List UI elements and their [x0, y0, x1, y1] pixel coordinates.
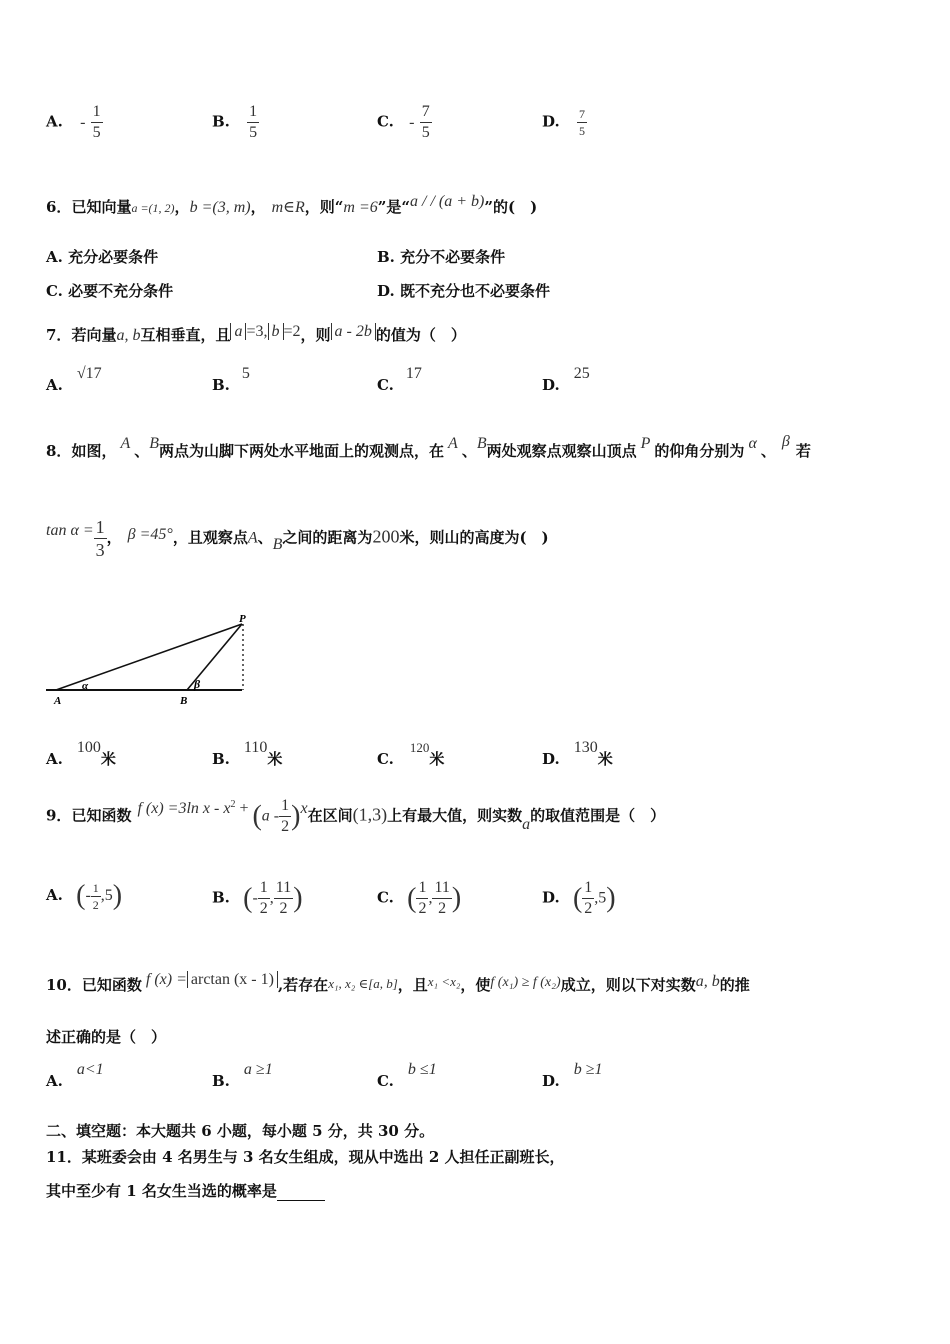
angle-beta-label: β [194, 677, 201, 691]
denominator: 3 [95, 540, 105, 560]
option-text: 必要不充分条件 [68, 282, 174, 300]
math: 2 [230, 798, 236, 810]
math: a - 2b [331, 323, 376, 340]
option-label: D. [542, 376, 560, 394]
point-a-label: A [54, 695, 62, 707]
math: B [272, 535, 283, 553]
text: 在区间 [307, 806, 353, 825]
option-value: a<1 [76, 1061, 104, 1078]
math: A [448, 435, 458, 452]
option-value: b ≤1 [407, 1061, 437, 1078]
q9-stem [46, 798, 665, 835]
denominator: 2 [418, 900, 427, 917]
text: 若向量 [71, 326, 117, 344]
q5-option-b [212, 104, 259, 141]
text: 米，则山的高度为( ) [399, 528, 549, 547]
q6-stem [46, 193, 538, 217]
fraction [416, 880, 428, 917]
numerator: 1 [416, 880, 428, 899]
text: ， [106, 528, 122, 547]
text: 的值为（ ） [375, 326, 466, 344]
text: 成立，则以下对实数 [560, 976, 696, 994]
q5-option-a [46, 104, 103, 141]
q10-option-a [46, 1061, 104, 1091]
option-label: B. [212, 376, 230, 394]
math: f (x) = [145, 971, 187, 988]
text: 的仰角分别为 [654, 442, 745, 460]
math: a, b [695, 973, 720, 990]
text: ，使 [460, 976, 491, 994]
math: A [120, 435, 131, 452]
option-label: D. [542, 1072, 560, 1090]
math: P [640, 435, 651, 452]
q6-option-b [377, 246, 505, 267]
option-label: C. [377, 1072, 394, 1090]
math: f (x) =3ln x - x [137, 799, 231, 817]
paren-open: ( [243, 882, 253, 914]
option-unit: 米 [597, 750, 613, 768]
option-value: 110 [243, 739, 268, 756]
math: 200 [372, 526, 400, 547]
math: b [268, 323, 284, 340]
denominator: 2 [281, 818, 290, 835]
text: 已知向量 [71, 198, 132, 216]
q8-option-a [46, 739, 116, 769]
text: 的推 [719, 976, 750, 994]
text: 两点为山脚下两处水平地面上的观测点，在 [159, 442, 445, 460]
option-value: a ≥1 [243, 1061, 273, 1078]
math: , [269, 889, 274, 907]
q11-line2 [46, 1180, 325, 1201]
option-value: 5 [241, 365, 250, 382]
math: ,5 [100, 887, 113, 904]
question-number: 10． [46, 976, 82, 994]
text: 互相垂直，且 [140, 326, 231, 344]
text: ，则“ [304, 198, 344, 216]
q10-option-c [377, 1061, 437, 1091]
denominator: 5 [92, 124, 101, 141]
text: ,若存在 [277, 976, 329, 994]
text: 若 [795, 442, 811, 460]
option-label: A. [46, 750, 63, 768]
point-b-label: B [180, 695, 188, 707]
math: tan α = [46, 521, 94, 539]
math: a =(1, 2) [131, 201, 175, 215]
text: 已知函数 [71, 806, 132, 825]
denominator: 2 [279, 900, 288, 917]
q8-stem-line2 [46, 518, 549, 559]
option-label: A. [46, 248, 63, 266]
sign: - [85, 887, 91, 904]
math: ,5 [594, 889, 607, 907]
math: m =6 [343, 199, 378, 216]
denominator: 5 [578, 124, 585, 138]
math: + [239, 799, 249, 817]
fraction [94, 518, 107, 559]
option-label: A. [46, 886, 63, 904]
q6-option-a [46, 246, 158, 267]
paren-close: ) [606, 882, 616, 914]
text: ”的( ) [484, 198, 538, 216]
q7-stem [46, 324, 466, 345]
q11-line1: 11．某班委会由 4 名男生与 3 名女生组成，现从中选出 2 人担任正副班长， [46, 1148, 565, 1166]
numerator: 7 [420, 104, 432, 123]
math: x₁ <x₂ [427, 974, 461, 989]
paren-open: ( [572, 882, 583, 914]
option-label: D. [542, 112, 560, 131]
text: 述正确的是（ ） [46, 1028, 167, 1046]
question-number: 8． [46, 442, 72, 460]
paren-open: ( [407, 882, 417, 914]
q6-option-d [377, 280, 550, 301]
denominator: 2 [259, 900, 268, 917]
option-text: 充分必要条件 [68, 248, 159, 266]
option-value: √17 [76, 365, 102, 382]
text: 、 [760, 442, 776, 460]
text: ，且观察点 [172, 528, 248, 547]
option-label: B. [212, 1072, 230, 1090]
math: a [522, 815, 531, 833]
numerator: 1 [91, 104, 103, 123]
text: 如图， [71, 442, 117, 460]
denominator: 2 [438, 900, 447, 917]
math: a - [261, 807, 280, 825]
numerator: 1 [582, 880, 594, 899]
option-label: B. [377, 248, 395, 266]
paren-open: ( [252, 800, 262, 832]
option-unit: 米 [267, 750, 283, 768]
option-value: 120 [409, 740, 430, 755]
paren-close: ) [451, 882, 462, 914]
numerator: 11 [432, 880, 451, 899]
option-label: C. [377, 376, 394, 394]
fraction [274, 880, 293, 917]
text: 、 [257, 528, 273, 547]
fraction [582, 880, 594, 917]
option-label: A. [46, 1072, 63, 1090]
text: 的取值范围是（ ） [530, 806, 666, 825]
numerator: 1 [95, 517, 105, 537]
option-text: 既不充分也不必要条件 [399, 282, 550, 300]
q10-stem-line2 [46, 1026, 166, 1047]
numerator: 1 [247, 104, 259, 123]
denominator: 2 [92, 897, 99, 912]
section-heading: 二、填空题：本大题共 6 小题，每小题 5 分，共 30 分。 [46, 1122, 435, 1140]
option-label: D. [542, 888, 560, 907]
option-label: C. [377, 888, 394, 907]
option-value: b ≥1 [573, 1061, 603, 1078]
sign: - [80, 113, 86, 131]
option-unit: 米 [429, 750, 445, 768]
q9-option-a [46, 880, 122, 912]
answer-blank[interactable] [277, 1186, 325, 1201]
fraction [258, 880, 270, 917]
text: 上有最大值，则实数 [387, 806, 523, 825]
q8-stem-line1 [46, 433, 811, 461]
math: b =(3, m) [189, 199, 251, 216]
numerator: 7 [578, 107, 585, 121]
math: β [781, 433, 790, 450]
q9-option-c [377, 880, 461, 917]
numerator: 1 [279, 798, 291, 817]
q7-option-b [212, 365, 250, 395]
numerator: 1 [92, 880, 99, 895]
fraction [420, 104, 432, 141]
q8-option-d [542, 739, 613, 769]
option-label: B. [212, 750, 230, 768]
q5-option-d [542, 108, 587, 137]
text: ， [250, 198, 266, 216]
question-number: 6． [46, 198, 72, 216]
fraction [432, 880, 451, 917]
option-label: A. [46, 376, 63, 394]
question-number: 9． [46, 806, 72, 825]
math: =2 [283, 323, 301, 340]
math: , [428, 889, 433, 907]
question-number: 7． [46, 326, 72, 344]
math: arctan (x - 1) [187, 971, 278, 988]
denominator: 5 [249, 124, 258, 141]
q8-option-c [377, 740, 445, 769]
text: ”是“ [377, 198, 411, 216]
text: 两处观察点观察山顶点 [486, 442, 637, 460]
paren-close: ) [291, 800, 301, 832]
option-label: C. [377, 112, 394, 131]
math: (1,3) [352, 804, 388, 825]
option-value: 17 [405, 365, 422, 382]
option-label: D. [542, 750, 560, 768]
fraction [247, 104, 259, 141]
q5-option-c [377, 104, 432, 141]
fraction [279, 798, 291, 835]
angle-alpha-label: α [82, 680, 89, 692]
math: f (x₁) ≥ f (x₂) [490, 975, 561, 990]
option-unit: 米 [100, 750, 116, 768]
q10-stem-line1 [46, 971, 750, 995]
math: x [300, 799, 308, 817]
q10-option-b [212, 1061, 273, 1091]
math: a [230, 323, 246, 340]
option-value: 100 [76, 739, 101, 756]
text: ， [174, 198, 190, 216]
option-value: 130 [573, 739, 598, 756]
q7-option-d [542, 365, 590, 395]
math: a / / (a + b) [410, 193, 485, 210]
numerator: 1 [258, 880, 270, 899]
math: B [476, 435, 487, 452]
text: 已知函数 [81, 976, 142, 994]
paren-open: ( [76, 880, 86, 911]
option-value: 25 [573, 365, 590, 382]
text: 、 [134, 442, 150, 460]
denominator: 5 [421, 124, 430, 141]
numerator: 11 [274, 880, 293, 899]
math: A [247, 529, 258, 547]
text: 之间的距离为 [282, 528, 373, 547]
option-label: A. [46, 112, 63, 131]
math: β =45° [127, 525, 173, 543]
q8-option-b [212, 739, 283, 769]
q7-option-c [377, 365, 422, 395]
math: B [149, 435, 160, 452]
option-label: D. [377, 282, 395, 300]
math: m∈R [271, 199, 305, 216]
paren-close: ) [293, 882, 303, 914]
math: α [748, 435, 757, 452]
fraction [577, 108, 587, 137]
option-label: B. [212, 112, 230, 131]
q10-option-d [542, 1061, 603, 1091]
math: =3, [246, 323, 268, 340]
fraction [91, 104, 103, 141]
sign: - [409, 113, 415, 131]
option-text: 充分不必要条件 [400, 248, 506, 266]
fraction [91, 882, 101, 911]
q9-option-d [542, 880, 616, 917]
denominator: 2 [584, 900, 593, 917]
q6-option-c [46, 280, 173, 301]
text: 其中至少有 1 名女生当选的概率是 [46, 1182, 277, 1200]
paren-close: ) [112, 880, 123, 911]
q7-option-a [46, 365, 102, 395]
sign: - [252, 889, 258, 907]
point-p-label: P [239, 613, 246, 625]
option-label: C. [377, 750, 394, 768]
text: 、 [461, 442, 477, 460]
option-label: C. [46, 282, 63, 300]
q8-figure [42, 612, 262, 707]
text: ，则 [300, 326, 331, 344]
q9-option-b [212, 880, 303, 917]
math: a, b [116, 327, 141, 344]
math: x₁, x₂ ∈[a, b] [328, 976, 398, 991]
option-label: B. [212, 888, 230, 907]
text: ，且 [397, 976, 428, 994]
